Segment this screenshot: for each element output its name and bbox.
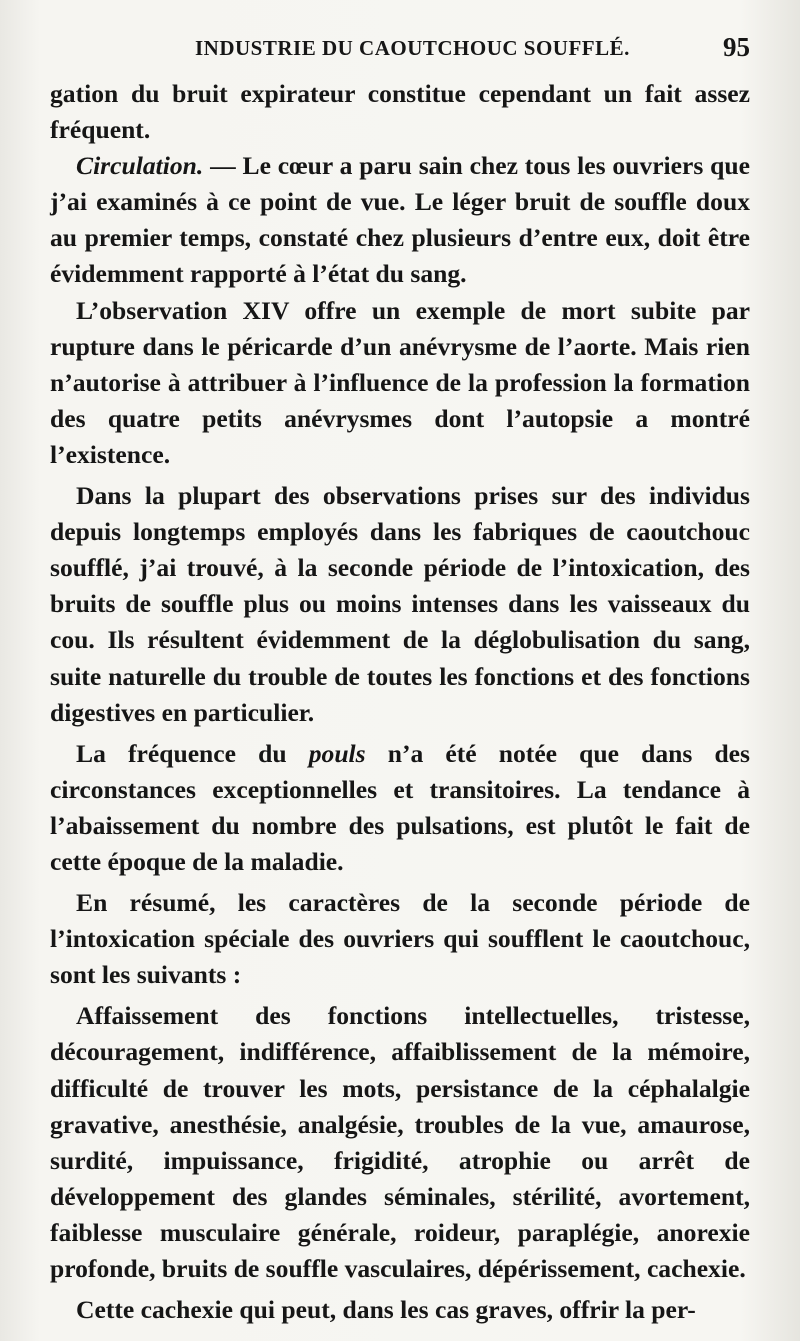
running-head-title: INDUSTRIE DU CAOUTCHOUC SOUFFLÉ. <box>195 36 630 60</box>
term-pouls: pouls <box>308 738 366 768</box>
paragraph-pouls-b: n’a été notée que dans des circonstances exceptionnelles et transitoires. La tendance à l’abaissement du nombre des pulsations, est plutôt le fait de cette époque de la maladie. <box>50 738 750 876</box>
paragraph-pouls-a: La fréquence du <box>76 738 309 768</box>
running-head <box>50 34 756 68</box>
section-label-circulation: Circulation. <box>76 151 204 181</box>
paragraph-bruits-de-souffle: Dans la plupart des observations prises sur des individus depuis longtemps employés dans les fabriques de caoutchouc soufflé, j’ai trouvé, à la seconde période de l’intoxication, des bruits de souffle plus ou moins intenses dans les vaisseaux du cou. Ils résultent évidemment de la déglobulisation du sang, suite naturelle du trouble de toutes les fonctions et des fonctions digestives en particulier. <box>50 481 750 727</box>
paragraph-observation-xiv: L’observation XIV offre un exemple de mort subite par rupture dans le péricarde d’un anévrysme de l’aorte. Mais rien n’autorise à attribuer à l’influence de la profession la formation des quatre petits anévrysmes dont l’autopsie a montré l’existence. <box>50 295 750 469</box>
paragraph-pouls <box>50 736 750 880</box>
body-text <box>50 76 750 1328</box>
paragraph-continuation: gation du bruit expirateur constitue cependant un fait assez fréquent. <box>50 79 750 145</box>
paragraph-circulation-text: — Le cœur a paru sain chez tous les ouvriers que j’ai examinés à ce point de vue. Le léger bruit de souffle doux au premier temps, constaté chez plusieurs d’entre eux, doit être évidemment rapporté à l’état du sang. <box>50 151 750 289</box>
paragraph-resume: En résumé, les caractères de la seconde période de l’intoxication spéciale des ouvriers qui soufflent le caoutchouc, sont les suivants : <box>50 888 750 990</box>
page-number: 95 <box>723 32 750 62</box>
paragraph-circulation <box>50 148 750 292</box>
paragraph-cachexie: Cette cachexie qui peut, dans les cas graves, offrir la per- <box>76 1295 696 1325</box>
paragraph-symptom-list: Affaissement des fonctions intellectuelles, tristesse, découragement, indifférence, affaiblissement de la mémoire, difficulté de trouver les mots, persistance de la céphalalgie gravative, anesthésie, analgésie, troubles de la vue, amaurose, surdité, impuissance, frigidité, atrophie ou arrêt de développement des glandes séminales, stérilité, avortement, faiblesse musculaire générale, roideur, paraplégie, anorexie profonde, bruits de souffle vasculaires, dépérissement, cachexie. <box>50 1001 750 1283</box>
